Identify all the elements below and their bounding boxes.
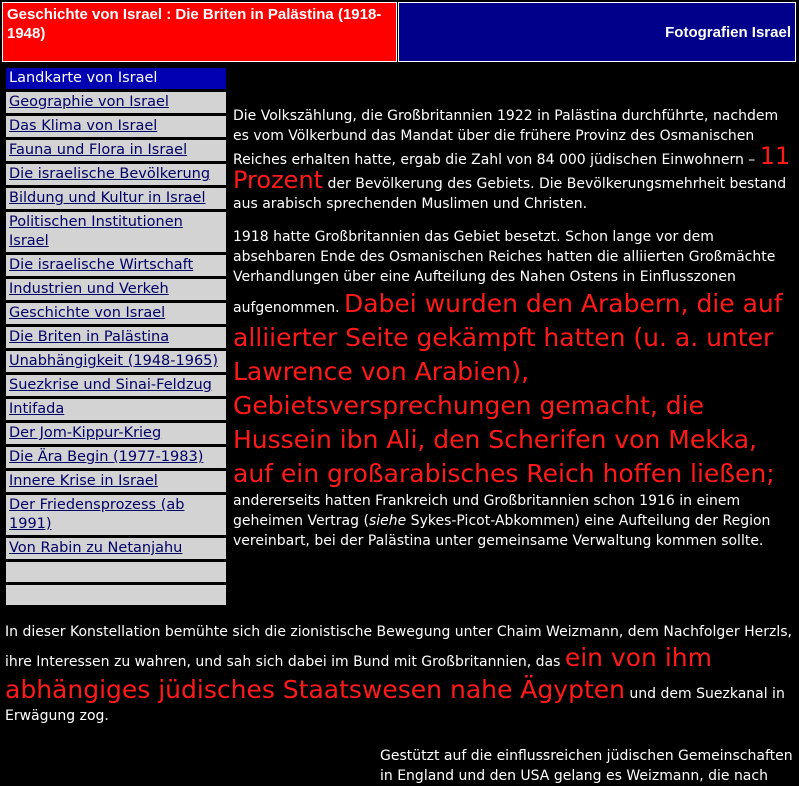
sidebar-link[interactable]: Der Friedensprozess (ab 1991): [9, 497, 185, 532]
sidebar-empty-row: [6, 562, 226, 583]
sidebar-link[interactable]: Von Rabin zu Netanjahu: [9, 540, 183, 556]
sidebar-item-geographie[interactable]: [6, 92, 226, 114]
sidebar-item-intifada[interactable]: [6, 399, 226, 421]
sidebar-link[interactable]: Intifada: [9, 401, 65, 417]
sidebar-item-industrien[interactable]: [6, 279, 226, 301]
sidebar-link[interactable]: Politischen Institutionen Israel: [9, 214, 183, 249]
sidebar-link[interactable]: Die Ära Begin (1977-1983): [9, 449, 204, 465]
sidebar-empty-row: [6, 585, 226, 606]
sidebar-link[interactable]: Die israelische Wirtschaft: [9, 257, 194, 273]
sidebar-item-briten[interactable]: [6, 327, 226, 349]
sidebar-item-fauna-flora[interactable]: [6, 140, 226, 162]
highlight-araber: Dabei wurden den Arabern, die auf alliierter Seite gekämpft hatten (u. a. unter Lawrence von Arabien), Gebietsversprechungen gemacht, die Hussein ibn Ali, den Scherifen von Mekka, auf ein großarabisches Reich hoffen ließen;: [233, 289, 783, 488]
sidebar-link[interactable]: Fauna und Flora in Israel: [9, 142, 188, 158]
sidebar-link[interactable]: Der Jom-Kippur-Krieg: [9, 425, 162, 441]
sidebar-item-landkarte[interactable]: [6, 68, 226, 90]
sidebar-item-friedensprozess[interactable]: [6, 495, 226, 536]
text: Die Volkszählung, die Großbritannien 1922 in Palästina durchführte, nachdem es vom Völkerbund das Mandat über die frühere Provinz des Osmanischen Reiches erhalten hatte, ergab die Zahl von 84 000 jüdischen Einwohnern –: [233, 108, 779, 168]
text: In dieser Konstellation bemühte sich die zionistische Bewegung unter Chaim Weizmann, dem Nachfolger Herzls, ihre Interessen zu wahren, und sah sich dabei im Bund mit Großbritannien, das: [5, 624, 792, 670]
sidebar-item-klima[interactable]: [6, 116, 226, 138]
text: Sykes-Picot-Abkommen) eine Aufteilung der Region vereinbart, bei der Palästina unter gemeinsame Verwaltung kommen sollte.: [233, 513, 771, 549]
sidebar-link[interactable]: Innere Krise in Israel: [9, 473, 158, 489]
sidebar-link[interactable]: Die Briten in Palästina: [9, 329, 170, 345]
sidebar-item-bildung[interactable]: [6, 188, 226, 210]
sidebar-item-rabin-netanjahu[interactable]: [6, 538, 226, 560]
fotografien-israel-link[interactable]: Fotografien Israel: [665, 23, 791, 41]
sidebar-link[interactable]: Suezkrise und Sinai-Feldzug: [9, 377, 212, 393]
sidebar-item-label[interactable]: Landkarte von Israel: [9, 70, 158, 86]
paragraph-volkszaehlung: [233, 106, 793, 214]
sidebar-item-wirtschaft[interactable]: [6, 255, 226, 277]
page-title: Geschichte von Israel : Die Briten in Palästina (1918-1948): [2, 2, 397, 62]
sidebar-item-suezkrise[interactable]: [6, 375, 226, 397]
sidebar-item-geschichte[interactable]: [6, 303, 226, 325]
highlight-11-prozent: 11 Prozent: [233, 142, 791, 194]
text: und dem Suezkanal in Erwägung zog.: [5, 686, 785, 724]
sidebar-item-institutionen[interactable]: [6, 212, 226, 253]
paragraph-konstellation: [5, 622, 795, 726]
sidebar-link[interactable]: Die israelische Bevölkerung: [9, 166, 211, 182]
sidebar-link[interactable]: Unabhängigkeit (1948-1965): [9, 353, 219, 369]
sidebar-link[interactable]: Geographie von Israel: [9, 94, 169, 110]
emphasis-siehe: siehe: [368, 513, 407, 529]
sidebar-link[interactable]: Industrien und Verkeh: [9, 281, 169, 297]
sidebar-item-unabhaengigkeit[interactable]: [6, 351, 226, 373]
text: der Bevölkerung des Gebiets. Die Bevölkerungsmehrheit bestand aus arabisch sprechenden Muslimen und Christen.: [233, 176, 787, 212]
sidebar-link[interactable]: Geschichte von Israel: [9, 305, 166, 321]
sidebar-item-bevoelkerung[interactable]: [6, 164, 226, 186]
sidebar-link[interactable]: Bildung und Kultur in Israel: [9, 190, 206, 206]
sidebar-item-aera-begin[interactable]: [6, 447, 226, 469]
main-content: [233, 106, 793, 564]
highlight-staatswesen: ein von ihm abhängiges jüdisches Staatswesen nahe Ägypten: [5, 643, 712, 704]
sidebar-item-jom-kippur[interactable]: [6, 423, 226, 445]
paragraph-1918: [233, 227, 793, 551]
paragraph-weizmann: Gestützt auf die einflussreichen jüdischen Gemeinschaften in England und den USA gelang es Weizmann, die nach: [380, 748, 793, 784]
sidebar-link[interactable]: Das Klima von Israel: [9, 118, 158, 134]
text: andererseits hatten Frankreich und Großbritannien schon 1916 in einem geheimen Vertrag (: [233, 493, 741, 529]
sidebar-item-innere-krise[interactable]: [6, 471, 226, 493]
sidebar-nav: [6, 68, 226, 608]
text: 1918 hatte Großbritannien das Gebiet besetzt. Schon lange vor dem absehbaren Ende des Osmanischen Reiches hatten die alliierten Großmächte Verhandlungen über eine Aufteilung des Nahen Ostens in Einflusszonen aufgenommen.: [233, 229, 776, 316]
photos-link-cell[interactable]: [398, 2, 796, 62]
